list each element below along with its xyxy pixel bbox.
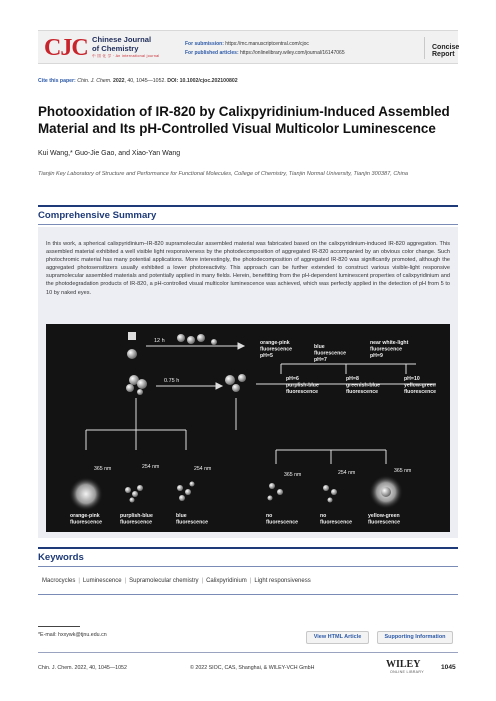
article-type: Concise Report bbox=[432, 44, 460, 58]
bottom-fluorescence-labels bbox=[70, 513, 400, 526]
assembled-material bbox=[126, 375, 147, 395]
keyword-item[interactable]: Supramolecular chemistry bbox=[129, 578, 199, 584]
uv-wavelength-label: 254 nm bbox=[194, 466, 212, 472]
author-list: Kui Wang,* Guo-Jie Gao, and Xiao-Yan Wang bbox=[38, 150, 181, 157]
keywords-heading: Keywords bbox=[38, 552, 84, 563]
uv-wavelength-label: 254 nm bbox=[142, 464, 160, 470]
keyword-item[interactable]: Light responsiveness bbox=[254, 578, 311, 584]
submission-link[interactable]: https://mc.manuscriptcentral.com/cjoc bbox=[225, 41, 309, 47]
sample-dots-no-fluorescence-2 bbox=[323, 485, 337, 503]
keyword-separator: | bbox=[249, 578, 252, 584]
sample-glow-orange-pink bbox=[69, 477, 103, 511]
keyword-item[interactable]: Macrocycles bbox=[42, 578, 76, 584]
keywords-top-rule bbox=[38, 547, 458, 549]
bottom-fluorescence-label: blue fluorescence bbox=[176, 513, 209, 526]
graphical-abstract-figure bbox=[46, 324, 450, 532]
footnote-rule bbox=[38, 626, 80, 627]
top-fluorescence-labels bbox=[260, 340, 409, 363]
reaction-arrows bbox=[86, 343, 436, 464]
top-fluorescence-label: blue fluorescence pH=7 bbox=[314, 344, 347, 363]
calixpyridinium-structure bbox=[127, 332, 137, 359]
abstract-text: In this work, a spherical calixpyridinium–IR-820 supramolecular assembled material was fabricated based on the calixpyridinium-induced IR-820 aggregation. This assembled material exhibited a well visible light responsiveness by the photodecomposition of aggregated IR-820 accompanied by an obvious color change. Such photochromic material has many potential applications. More interestingly, the photodecomposition of aggregated IR-820 was significantly promoted, although the aggregated photosensitizers usually exhibited a lower photoreactivity. This approach can be further extended to construct various visible-light responsive supramolecular assembled materials and potentially applied in many fields. Herein, benefitting from the pH-dependent luminescent properties of calixpyridinium and the photodegradation products of IR-820, a pH-controlled visual multicolor luminescence was achieved, which was perfectly applied in the detection of pH from 5 to 10 by naked eyes. bbox=[46, 241, 450, 296]
ir820-molecule bbox=[177, 334, 217, 345]
keywords-bottom-rule bbox=[38, 594, 458, 595]
summary-heading-rule bbox=[38, 224, 458, 225]
journal-name: Chinese Journal of Chemistry bbox=[92, 35, 152, 53]
mid-fluorescence-label: pH=6 purplish-blue fluorescence bbox=[286, 376, 319, 395]
footer-citation: Chin. J. Chem. 2022, 40, 1045—1052 bbox=[38, 665, 127, 671]
keyword-separator: | bbox=[78, 578, 80, 584]
submission-links: For submission: https://mc.manuscriptcentral.com/cjoc For published articles: https://onlinelibrary.wiley.com/journal/16147065 bbox=[185, 41, 345, 56]
supporting-info-button[interactable]: Supporting Information bbox=[377, 631, 453, 644]
sample-glow-yellow-green bbox=[369, 475, 403, 509]
keyword-list bbox=[42, 578, 311, 584]
uv-wavelength-label: 365 nm bbox=[394, 468, 412, 474]
top-fluorescence-label: orange-pink fluorescence pH=5 bbox=[260, 340, 293, 359]
bottom-fluorescence-label: no fluorescence bbox=[320, 513, 353, 526]
graphical-abstract bbox=[46, 324, 450, 532]
uv-wavelength-labels bbox=[94, 464, 411, 478]
summary-heading: Comprehensive Summary bbox=[38, 210, 157, 221]
journal-header bbox=[38, 30, 458, 64]
mid-fluorescence-labels bbox=[286, 376, 436, 395]
citation-line: Cite this paper: Chin. J. Chem. 2022, 40, 1045—1052. DOI: 10.1002/cjoc.202100802 bbox=[38, 78, 238, 84]
header-divider bbox=[424, 37, 425, 59]
sample-dots-no-fluorescence-1 bbox=[268, 483, 284, 501]
wiley-logo[interactable]: WILEY bbox=[386, 659, 421, 670]
uv-wavelength-label: 365 nm bbox=[94, 466, 112, 472]
degraded-product bbox=[225, 374, 246, 392]
affiliation: Tianjin Key Laboratory of Structure and Performance for Functional Molecules, College of Chemistry, Tianjin Normal University, Tianjin 300387, China bbox=[38, 171, 408, 177]
uv-wavelength-label: 254 nm bbox=[338, 470, 356, 476]
corresponding-email[interactable]: *E-mail: hxxywk@tjnu.edu.cn bbox=[38, 632, 107, 638]
footer-rule bbox=[38, 652, 458, 653]
mid-fluorescence-label: pH=8 greenish-blue fluorescence bbox=[346, 376, 381, 395]
bottom-fluorescence-label: no fluorescence bbox=[266, 513, 299, 526]
page-number: 1045 bbox=[441, 664, 456, 671]
footer-copyright: © 2022 SIOC, CAS, Shanghai, & WILEY-VCH GmbH bbox=[190, 665, 315, 671]
bottom-fluorescence-label: yellow-green fluorescence bbox=[368, 513, 401, 526]
keyword-item[interactable]: Calixpyridinium bbox=[206, 578, 247, 584]
mid-fluorescence-label: pH=10 yellow-green fluorescence bbox=[404, 376, 437, 395]
sample-dots-blue bbox=[177, 482, 195, 502]
sample-dots-purplish-blue bbox=[125, 485, 143, 503]
time-label-top: 12 h bbox=[154, 338, 165, 344]
published-link[interactable]: https://onlinelibrary.wiley.com/journal/16147065 bbox=[240, 50, 345, 56]
keyword-separator: | bbox=[124, 578, 127, 584]
top-fluorescence-label: near white-light fluorescence pH=9 bbox=[370, 340, 409, 359]
keyword-separator: | bbox=[201, 578, 204, 584]
view-html-button[interactable]: View HTML Article bbox=[306, 631, 369, 644]
journal-subtitle: 中 国 化 学 · An international journal bbox=[92, 54, 160, 58]
wiley-logo-subtitle: ONLINE LIBRARY bbox=[390, 670, 424, 674]
keywords-heading-rule bbox=[38, 566, 458, 567]
journal-logo[interactable]: CJC bbox=[44, 35, 88, 61]
article-title: Photooxidation of IR-820 by Calixpyridinium-Induced Assembled Material and Its pH-Controlled Visual Multicolor Luminescence bbox=[38, 104, 450, 136]
bottom-fluorescence-label: purplish-blue fluorescence bbox=[120, 513, 153, 526]
summary-top-rule bbox=[38, 205, 458, 207]
doi-link[interactable]: DOI: 10.1002/cjoc.202100802 bbox=[167, 78, 238, 84]
time-label-mid: 0.75 h bbox=[164, 378, 180, 384]
keyword-item[interactable]: Luminescence bbox=[82, 578, 122, 584]
bottom-fluorescence-label: orange-pink fluorescence bbox=[70, 513, 103, 526]
uv-wavelength-label: 365 nm bbox=[284, 472, 302, 478]
